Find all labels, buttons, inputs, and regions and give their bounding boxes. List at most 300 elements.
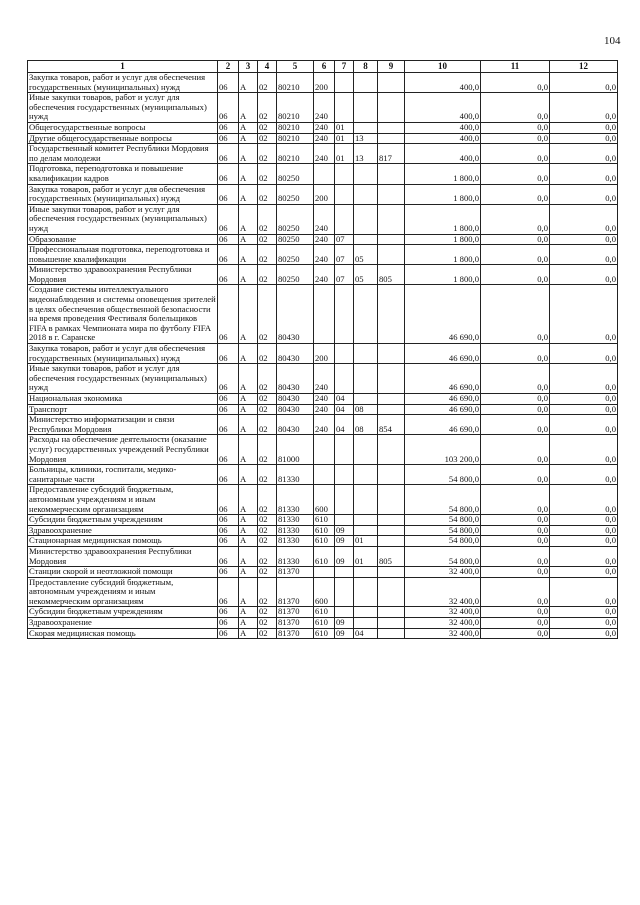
column-header: 9 <box>378 61 405 73</box>
amount-cell: 400,0 <box>405 122 481 133</box>
code-cell <box>378 515 405 526</box>
amount-cell: 0,0 <box>481 364 550 394</box>
code-cell: 81330 <box>277 546 314 566</box>
code-cell: 06 <box>218 628 239 639</box>
code-cell: А <box>239 525 258 536</box>
code-cell: 610 <box>314 607 335 618</box>
code-cell: А <box>239 607 258 618</box>
row-description: Иные закупки товаров, работ и услуг для обеспечения государственных (муниципальных) нужд <box>28 364 218 394</box>
amount-cell: 54 800,0 <box>405 546 481 566</box>
code-cell <box>354 515 378 526</box>
code-cell: 02 <box>258 618 277 629</box>
row-description: Скорая медицинская помощь <box>28 628 218 639</box>
amount-cell: 0,0 <box>481 73 550 93</box>
table-row <box>28 465 618 485</box>
amount-cell: 0,0 <box>550 618 618 629</box>
code-cell: 02 <box>258 245 277 265</box>
code-cell: А <box>239 485 258 515</box>
code-cell <box>314 285 335 344</box>
code-cell: 80430 <box>277 404 314 415</box>
code-cell: 02 <box>258 122 277 133</box>
code-cell: 02 <box>258 536 277 547</box>
code-cell: 80250 <box>277 265 314 285</box>
table-row <box>28 628 618 639</box>
amount-cell: 46 690,0 <box>405 415 481 435</box>
code-cell: 02 <box>258 607 277 618</box>
amount-cell: 0,0 <box>550 245 618 265</box>
amount-cell: 46 690,0 <box>405 394 481 405</box>
amount-cell: 400,0 <box>405 93 481 123</box>
code-cell <box>378 122 405 133</box>
code-cell: 02 <box>258 404 277 415</box>
code-cell: 80210 <box>277 122 314 133</box>
code-cell: 610 <box>314 525 335 536</box>
amount-cell: 0,0 <box>550 184 618 204</box>
amount-cell: 0,0 <box>481 618 550 629</box>
amount-cell: 103 200,0 <box>405 435 481 465</box>
row-description: Министерство здравоохранения Республики Мордовия <box>28 265 218 285</box>
code-cell: 02 <box>258 546 277 566</box>
code-cell: А <box>239 404 258 415</box>
code-cell: 200 <box>314 73 335 93</box>
code-cell: 02 <box>258 133 277 144</box>
code-cell <box>354 567 378 578</box>
table-row <box>28 285 618 344</box>
code-cell: 80210 <box>277 73 314 93</box>
code-cell <box>354 184 378 204</box>
code-cell <box>354 607 378 618</box>
amount-cell: 400,0 <box>405 73 481 93</box>
code-cell: 02 <box>258 73 277 93</box>
amount-cell: 32 400,0 <box>405 607 481 618</box>
code-cell <box>378 525 405 536</box>
amount-cell: 32 400,0 <box>405 567 481 578</box>
code-cell <box>378 567 405 578</box>
code-cell: 200 <box>314 344 335 364</box>
code-cell <box>314 435 335 465</box>
code-cell <box>335 567 354 578</box>
code-cell: 02 <box>258 164 277 184</box>
amount-cell: 0,0 <box>481 415 550 435</box>
code-cell: 06 <box>218 618 239 629</box>
code-cell <box>354 577 378 607</box>
column-header: 8 <box>354 61 378 73</box>
amount-cell: 0,0 <box>550 404 618 415</box>
code-cell: 81370 <box>277 618 314 629</box>
amount-cell: 0,0 <box>550 285 618 344</box>
amount-cell: 0,0 <box>550 567 618 578</box>
amount-cell: 0,0 <box>481 567 550 578</box>
row-description: Профессиональная подготовка, переподготовка и повышение квалификации <box>28 245 218 265</box>
code-cell: 80430 <box>277 285 314 344</box>
code-cell <box>378 485 405 515</box>
amount-cell: 0,0 <box>550 93 618 123</box>
code-cell <box>335 364 354 394</box>
code-cell: 09 <box>335 525 354 536</box>
column-header: 10 <box>405 61 481 73</box>
amount-cell: 0,0 <box>481 164 550 184</box>
amount-cell: 0,0 <box>550 607 618 618</box>
code-cell: 09 <box>335 628 354 639</box>
code-cell: А <box>239 204 258 234</box>
code-cell: 02 <box>258 465 277 485</box>
budget-table <box>27 60 618 639</box>
row-description: Станции скорой и неотложной помощи <box>28 567 218 578</box>
code-cell: 240 <box>314 394 335 405</box>
amount-cell: 0,0 <box>481 204 550 234</box>
row-description: Закупка товаров, работ и услуг для обеспечения государственных (муниципальных) нужд <box>28 184 218 204</box>
code-cell <box>354 164 378 184</box>
amount-cell: 0,0 <box>481 485 550 515</box>
amount-cell: 0,0 <box>481 628 550 639</box>
code-cell: 200 <box>314 184 335 204</box>
code-cell: 06 <box>218 607 239 618</box>
code-cell: 06 <box>218 73 239 93</box>
code-cell: 04 <box>335 394 354 405</box>
row-description: Предоставление субсидий бюджетным, автономным учреждениям и иным некоммерческим организациям <box>28 577 218 607</box>
amount-cell: 0,0 <box>481 607 550 618</box>
code-cell <box>335 465 354 485</box>
amount-cell: 0,0 <box>550 546 618 566</box>
code-cell <box>335 515 354 526</box>
code-cell: 06 <box>218 93 239 123</box>
row-description: Предоставление субсидий бюджетным, автономным учреждениям и иным некоммерческим организациям <box>28 485 218 515</box>
amount-cell: 0,0 <box>550 164 618 184</box>
table-row <box>28 144 618 164</box>
code-cell: 02 <box>258 577 277 607</box>
row-description: Другие общегосударственные вопросы <box>28 133 218 144</box>
amount-cell: 0,0 <box>481 144 550 164</box>
code-cell: А <box>239 465 258 485</box>
code-cell: 81370 <box>277 567 314 578</box>
code-cell: 81330 <box>277 536 314 547</box>
code-cell: 610 <box>314 536 335 547</box>
code-cell: 06 <box>218 164 239 184</box>
code-cell: А <box>239 344 258 364</box>
code-cell: 81370 <box>277 607 314 618</box>
code-cell: А <box>239 234 258 245</box>
amount-cell: 32 400,0 <box>405 628 481 639</box>
amount-cell: 0,0 <box>481 525 550 536</box>
code-cell: А <box>239 618 258 629</box>
code-cell: 81000 <box>277 435 314 465</box>
column-header: 11 <box>481 61 550 73</box>
row-description: Министерство здравоохранения Республики Мордовия <box>28 546 218 566</box>
code-cell: А <box>239 133 258 144</box>
row-description: Образование <box>28 234 218 245</box>
amount-cell: 0,0 <box>550 628 618 639</box>
code-cell: 610 <box>314 515 335 526</box>
code-cell: 13 <box>354 144 378 164</box>
table-row <box>28 184 618 204</box>
amount-cell: 0,0 <box>481 404 550 415</box>
table-header-row <box>28 61 618 73</box>
code-cell <box>378 245 405 265</box>
code-cell: 80430 <box>277 394 314 405</box>
amount-cell: 1 800,0 <box>405 184 481 204</box>
table-row <box>28 234 618 245</box>
code-cell: 06 <box>218 144 239 164</box>
code-cell: 81330 <box>277 465 314 485</box>
code-cell: А <box>239 265 258 285</box>
code-cell: 04 <box>335 404 354 415</box>
code-cell <box>354 73 378 93</box>
amount-cell: 32 400,0 <box>405 577 481 607</box>
table-row <box>28 415 618 435</box>
code-cell: 01 <box>335 122 354 133</box>
code-cell <box>354 204 378 234</box>
amount-cell: 0,0 <box>481 93 550 123</box>
code-cell: 02 <box>258 184 277 204</box>
amount-cell: 46 690,0 <box>405 285 481 344</box>
amount-cell: 0,0 <box>550 525 618 536</box>
code-cell: 240 <box>314 133 335 144</box>
amount-cell: 1 800,0 <box>405 245 481 265</box>
code-cell: 06 <box>218 415 239 435</box>
amount-cell: 32 400,0 <box>405 618 481 629</box>
amount-cell: 0,0 <box>481 577 550 607</box>
row-description: Транспорт <box>28 404 218 415</box>
row-description: Больницы, клиники, госпитали, медико-санитарные части <box>28 465 218 485</box>
amount-cell: 54 800,0 <box>405 525 481 536</box>
code-cell: 600 <box>314 485 335 515</box>
code-cell: 05 <box>354 265 378 285</box>
amount-cell: 0,0 <box>550 364 618 394</box>
code-cell: 80210 <box>277 144 314 164</box>
amount-cell: 0,0 <box>550 465 618 485</box>
amount-cell: 0,0 <box>550 133 618 144</box>
table-row <box>28 618 618 629</box>
code-cell <box>378 577 405 607</box>
code-cell: 240 <box>314 415 335 435</box>
code-cell: 805 <box>378 546 405 566</box>
code-cell: 06 <box>218 122 239 133</box>
code-cell: 05 <box>354 245 378 265</box>
column-header: 5 <box>277 61 314 73</box>
code-cell: 817 <box>378 144 405 164</box>
row-description: Национальная экономика <box>28 394 218 405</box>
code-cell: 80250 <box>277 184 314 204</box>
code-cell: 06 <box>218 577 239 607</box>
table-row <box>28 607 618 618</box>
row-description: Закупка товаров, работ и услуг для обеспечения государственных (муниципальных) нужд <box>28 344 218 364</box>
amount-cell: 0,0 <box>481 435 550 465</box>
amount-cell: 0,0 <box>481 536 550 547</box>
column-header: 3 <box>239 61 258 73</box>
amount-cell: 0,0 <box>550 536 618 547</box>
amount-cell: 54 800,0 <box>405 515 481 526</box>
amount-cell: 0,0 <box>481 394 550 405</box>
code-cell: 240 <box>314 245 335 265</box>
code-cell: 80430 <box>277 364 314 394</box>
code-cell: 06 <box>218 344 239 364</box>
amount-cell: 1 800,0 <box>405 204 481 234</box>
code-cell <box>354 525 378 536</box>
amount-cell: 0,0 <box>550 577 618 607</box>
code-cell <box>378 164 405 184</box>
code-cell: А <box>239 546 258 566</box>
code-cell: 09 <box>335 536 354 547</box>
table-row <box>28 364 618 394</box>
row-description: Министерство информатизации и связи Республики Мордовия <box>28 415 218 435</box>
code-cell <box>354 485 378 515</box>
code-cell <box>335 285 354 344</box>
code-cell: 02 <box>258 628 277 639</box>
code-cell: 610 <box>314 546 335 566</box>
table-row <box>28 73 618 93</box>
code-cell: 06 <box>218 546 239 566</box>
code-cell: 02 <box>258 93 277 123</box>
amount-cell: 0,0 <box>550 394 618 405</box>
amount-cell: 0,0 <box>481 245 550 265</box>
table-row <box>28 404 618 415</box>
code-cell: 240 <box>314 144 335 164</box>
code-cell: 600 <box>314 577 335 607</box>
table-row <box>28 133 618 144</box>
code-cell: 06 <box>218 465 239 485</box>
code-cell <box>335 577 354 607</box>
amount-cell: 0,0 <box>550 144 618 164</box>
code-cell <box>378 394 405 405</box>
code-cell: 06 <box>218 435 239 465</box>
table-row <box>28 567 618 578</box>
code-cell: А <box>239 122 258 133</box>
code-cell: 610 <box>314 618 335 629</box>
amount-cell: 0,0 <box>481 122 550 133</box>
code-cell <box>354 122 378 133</box>
code-cell <box>354 93 378 123</box>
amount-cell: 0,0 <box>481 133 550 144</box>
code-cell <box>335 73 354 93</box>
code-cell: 06 <box>218 485 239 515</box>
code-cell <box>354 344 378 364</box>
code-cell <box>378 536 405 547</box>
code-cell <box>378 607 405 618</box>
amount-cell: 46 690,0 <box>405 364 481 394</box>
row-description: Создание системы интеллектуального видеонаблюдения и системы оповещения зрителей в целях обеспечения общественной безопасности на время проведения Фестиваля болельщиков FIFA в рамках Чемпионата мира по футболу FIFA 2018 в г. Саранске <box>29 284 216 343</box>
amount-cell: 54 800,0 <box>405 465 481 485</box>
code-cell: А <box>239 567 258 578</box>
code-cell: 81330 <box>277 485 314 515</box>
amount-cell: 1 800,0 <box>405 164 481 184</box>
table-row <box>28 394 618 405</box>
code-cell: 02 <box>258 435 277 465</box>
code-cell <box>335 164 354 184</box>
code-cell: 80250 <box>277 164 314 184</box>
code-cell: 80250 <box>277 234 314 245</box>
row-description: Закупка товаров, работ и услуг для обеспечения государственных (муниципальных) нужд <box>28 73 218 93</box>
code-cell: 02 <box>258 567 277 578</box>
amount-cell: 0,0 <box>481 234 550 245</box>
code-cell: 01 <box>354 536 378 547</box>
code-cell: 01 <box>335 133 354 144</box>
code-cell: 02 <box>258 344 277 364</box>
code-cell <box>314 465 335 485</box>
code-cell: 06 <box>218 204 239 234</box>
table-row <box>28 546 618 566</box>
code-cell: 80210 <box>277 133 314 144</box>
column-header: 12 <box>550 61 618 73</box>
table-row <box>28 577 618 607</box>
code-cell <box>354 435 378 465</box>
amount-cell: 0,0 <box>550 344 618 364</box>
code-cell: А <box>239 364 258 394</box>
table-row <box>28 525 618 536</box>
code-cell: 06 <box>218 394 239 405</box>
code-cell: 02 <box>258 485 277 515</box>
code-cell <box>378 204 405 234</box>
table-row <box>28 245 618 265</box>
code-cell <box>335 485 354 515</box>
code-cell <box>335 204 354 234</box>
code-cell: А <box>239 184 258 204</box>
amount-cell: 1 800,0 <box>405 265 481 285</box>
column-header: 7 <box>335 61 354 73</box>
code-cell: 01 <box>354 546 378 566</box>
code-cell <box>314 164 335 184</box>
amount-cell: 0,0 <box>550 415 618 435</box>
row-description: Здравоохранение <box>28 618 218 629</box>
code-cell: 81330 <box>277 515 314 526</box>
code-cell: 240 <box>314 364 335 394</box>
row-description: Субсидии бюджетным учреждениям <box>28 607 218 618</box>
code-cell: А <box>239 245 258 265</box>
amount-cell: 0,0 <box>550 485 618 515</box>
row-description: Государственный комитет Республики Мордовия по делам молодежи <box>28 144 218 164</box>
amount-cell: 0,0 <box>481 515 550 526</box>
amount-cell: 0,0 <box>481 285 550 344</box>
code-cell: 81370 <box>277 577 314 607</box>
code-cell: 07 <box>335 265 354 285</box>
code-cell: 04 <box>335 415 354 435</box>
table-row <box>28 164 618 184</box>
column-header: 2 <box>218 61 239 73</box>
amount-cell: 0,0 <box>550 73 618 93</box>
code-cell: 02 <box>258 144 277 164</box>
code-cell: 02 <box>258 285 277 344</box>
amount-cell: 0,0 <box>481 465 550 485</box>
amount-cell: 46 690,0 <box>405 344 481 364</box>
table-row <box>28 122 618 133</box>
table-row <box>28 515 618 526</box>
code-cell <box>378 344 405 364</box>
row-description: Стационарная медицинская помощь <box>28 536 218 547</box>
code-cell <box>378 73 405 93</box>
code-cell <box>378 465 405 485</box>
code-cell: 06 <box>218 245 239 265</box>
row-description: Расходы на обеспечение деятельности (оказание услуг) государственных учреждений Республики Мордовия <box>28 435 218 465</box>
row-description: Иные закупки товаров, работ и услуг для обеспечения государственных (муниципальных) нужд <box>28 204 218 234</box>
code-cell: 02 <box>258 525 277 536</box>
code-cell <box>335 344 354 364</box>
table-row <box>28 435 618 465</box>
table-row <box>28 93 618 123</box>
code-cell: 06 <box>218 525 239 536</box>
code-cell: А <box>239 415 258 435</box>
code-cell: 06 <box>218 285 239 344</box>
code-cell <box>378 628 405 639</box>
amount-cell: 1 800,0 <box>405 234 481 245</box>
row-description: Субсидии бюджетным учреждениям <box>28 515 218 526</box>
code-cell: А <box>239 285 258 344</box>
amount-cell: 400,0 <box>405 133 481 144</box>
code-cell: 02 <box>258 364 277 394</box>
amount-cell: 0,0 <box>481 344 550 364</box>
row-description: Иные закупки товаров, работ и услуг для обеспечения государственных (муниципальных) нужд <box>28 93 218 123</box>
table-row <box>28 536 618 547</box>
code-cell: 02 <box>258 204 277 234</box>
code-cell: А <box>239 435 258 465</box>
